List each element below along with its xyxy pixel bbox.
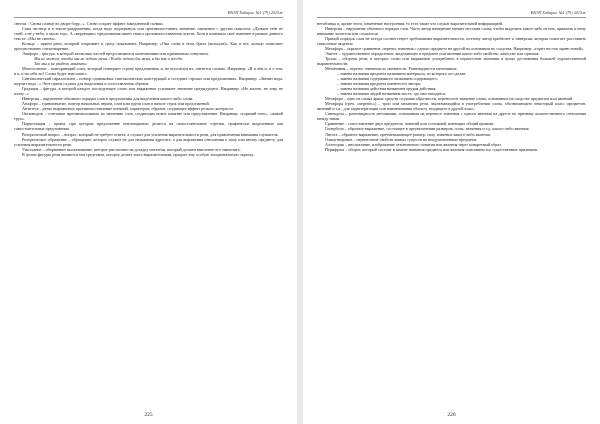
left-page-header: ВАЭП Хабарш. №1 (79) 2015ж — [14, 10, 283, 18]
paragraph: Литота – образное выражение, преуменьшающее размер, силу, значение какого-либо явления. — [325, 131, 491, 137]
paragraph: Олицетворение – перенесение свойств живых существ на неодушевленные предметы. — [325, 136, 478, 142]
paragraph: Парцелляция – прием, при котором предложение интонационно делится на самостоятельные отрезки, графически выделенные как самостоятельные предложения. — [14, 121, 283, 132]
right-page-header: ВАЭП Хабарш. №1 (79) 2015ж — [317, 10, 586, 18]
right-page-text — [317, 21, 586, 152]
paragraph: Инверсия – нарушение обычного порядка слов в предложении для выделения какого-либо слова. — [22, 96, 194, 102]
paragraph: Эпитет – художественное определение, выделяющее в предмете или явлении какое-либо свойство, качество или признак. — [325, 50, 540, 56]
list-item: – замена названия людей названием места, где они находятся. — [337, 91, 447, 97]
paragraph: Кольцо – прием речи, который открывает и сразу показывает. Например: «Она слова в ночь брала (кольцом)». Как и все, кольцо позволяет прочувствовать стихотворение. — [14, 40, 283, 51]
list-item: – замена названия предмета именем его автора; — [337, 81, 421, 87]
right-page — [303, 0, 600, 424]
paragraph: Метафора (греч. «перенос») – троп или механизм речи, заключающийся в употреблении слова, обозначающего некоторый класс предметов, явлений и т.п., для характеризации или наименования объекта, входящего в другой класс. — [317, 101, 586, 112]
paragraph: Антитеза – резко выраженное противопоставление понятий, характеров, образов, создающее эффект резкого контраста. — [22, 106, 234, 112]
paragraph: Гипербола – образное выражение, состоящее в преувеличении размеров, силы, значения и т.д. какого-либо явления. — [325, 126, 530, 132]
paragraph: Анафора – единоначатие, повтор начальных звуков, слов или групп слов в начале строк или предложений. — [22, 101, 210, 107]
paragraph: Аллегория – иносказание, изображение отвлеченного понятия или явления через конкретный образ. — [325, 141, 502, 147]
paragraph: Риторическое обращение – обращение, которое служит не для называния адресата, а для выражения отношения к тому или иному предмету, для усиления выразительности речи. — [14, 136, 283, 147]
paragraph: Синтаксический параллелизм – повтор одинаковых синтаксических конструкций в соседних строках или предложениях. Например: «Звенит вода, журчит вода...» Этот прием служит для выделения и сопоставления образов. — [14, 76, 283, 87]
paragraph: Метафора – скрытое сравнение, перенос значения с одного предмета на другой на основании их сходства. Например: «горит восток зарею новой». — [325, 45, 585, 51]
paragraph: Инверсия – нарушение обычного порядка слов. Часто автор намеренно меняет местами слова, чтобы выделить какое-либо из них, привлечь к нему внимание читателя или слушателя. — [317, 25, 586, 36]
left-page-text — [14, 21, 283, 157]
paragraph: Сама частица и в тексте-раздражении, когда надо подчеркнуть или противопоставить значение, связанное с другим смыслом: «Дальше тебе не смей, а не у неба, а около гор». А «верующих» предложения имеет смысл противопоставления чувств. Хотя и поменяла своё значение в рамках данного текста: «Мы не смеем». — [14, 25, 283, 41]
paragraph: Умолчание – оборванное высказывание, которое рассчитано на догадку читателя, который должен мысленно его закончить. — [22, 146, 241, 152]
paragraph: Риторический вопрос – вопрос, который не требует ответа, а служит для усиления выразительности речи, для привлечения внимания слушателя. — [22, 131, 279, 137]
paragraph: Перифраза – оборот, который состоит в замене названия предмета или явления описанием его существенных признаков. — [325, 146, 538, 152]
example-line: Мы не можем, чтобы мы не ждали меня. / Когда ждали бы меня, я бы как и всегда. — [34, 55, 183, 61]
right-page-number: 226 — [447, 412, 456, 418]
paragraph: Оксюморон – сочетание противоположных по значению слов, создающих новое понятие или представление. Например: «горячий снег», «живой труп». — [14, 111, 283, 122]
example-line: Так мы и не увидели момента. — [34, 60, 88, 66]
paragraph: Синекдоха – разновидность метонимии, основанная на переносе значения с одного явления на другое по признаку количественного отношения между ними. — [317, 111, 586, 122]
paragraph: В целом фигуры речи являются тем средством, которое делает текст выразительным, придает ему особую эмоциональную окраску. — [22, 151, 255, 157]
paragraph: Градация – фигура, в которой каждое последующее слово или выражение усиливает значение предыдущего. Например: «Не жалею, не зову, не плачу...» — [14, 86, 283, 97]
list-item: – замена названия содержимого названием содержащего; — [337, 76, 438, 82]
left-page-number: 225 — [144, 412, 153, 418]
paragraph: снегом. / Снова солнце во дворе бору...». Слово создает эффект замедленной съемки. — [14, 20, 164, 26]
paragraph: Эпифора – фигура, в которой несколько частей представляются окончаниями или одинаковым созвучием. — [22, 50, 209, 56]
paragraph: Прямой порядок слов не всегда соответствует требованиям выразительности, поэтому автор прибегает к инверсии, которая помогает расставить смысловые акценты. — [317, 35, 586, 46]
paragraph: нетаблицы и, кроме этого, изменение настроения, то есть такие что служат выразительной информацией. — [317, 20, 504, 26]
paragraph: Тропы – обороты речи, в которых слово или выражение употреблено в переносном значении в целях достижения большей художественной выразительности. — [317, 55, 586, 66]
paragraph: Сравнение – сопоставление двух предметов, понятий или состояний, имеющих общий признак. — [325, 121, 495, 127]
paragraph: Многосоюзие – повторяющий союз, который повторяет строку предложения, и, не используя их, читается сложно. Например: «И в чём и, и о том, и я, и на себя ли? Слова будут нам шанс». — [14, 65, 283, 76]
paragraph: Метафора – одно из самых ярких средств создания образности, переносное значение слова, основанное на сходстве предметов или явлений. — [325, 96, 574, 102]
paragraph: Метонимия – перенос значения по смежности. Разновидности метонимии: — [325, 65, 457, 71]
left-page — [0, 0, 297, 424]
list-item: – замена названия предмета названием материала, из которого он сделан; — [337, 70, 467, 76]
list-item: – замена названия действия названием орудия действия; — [337, 86, 437, 92]
